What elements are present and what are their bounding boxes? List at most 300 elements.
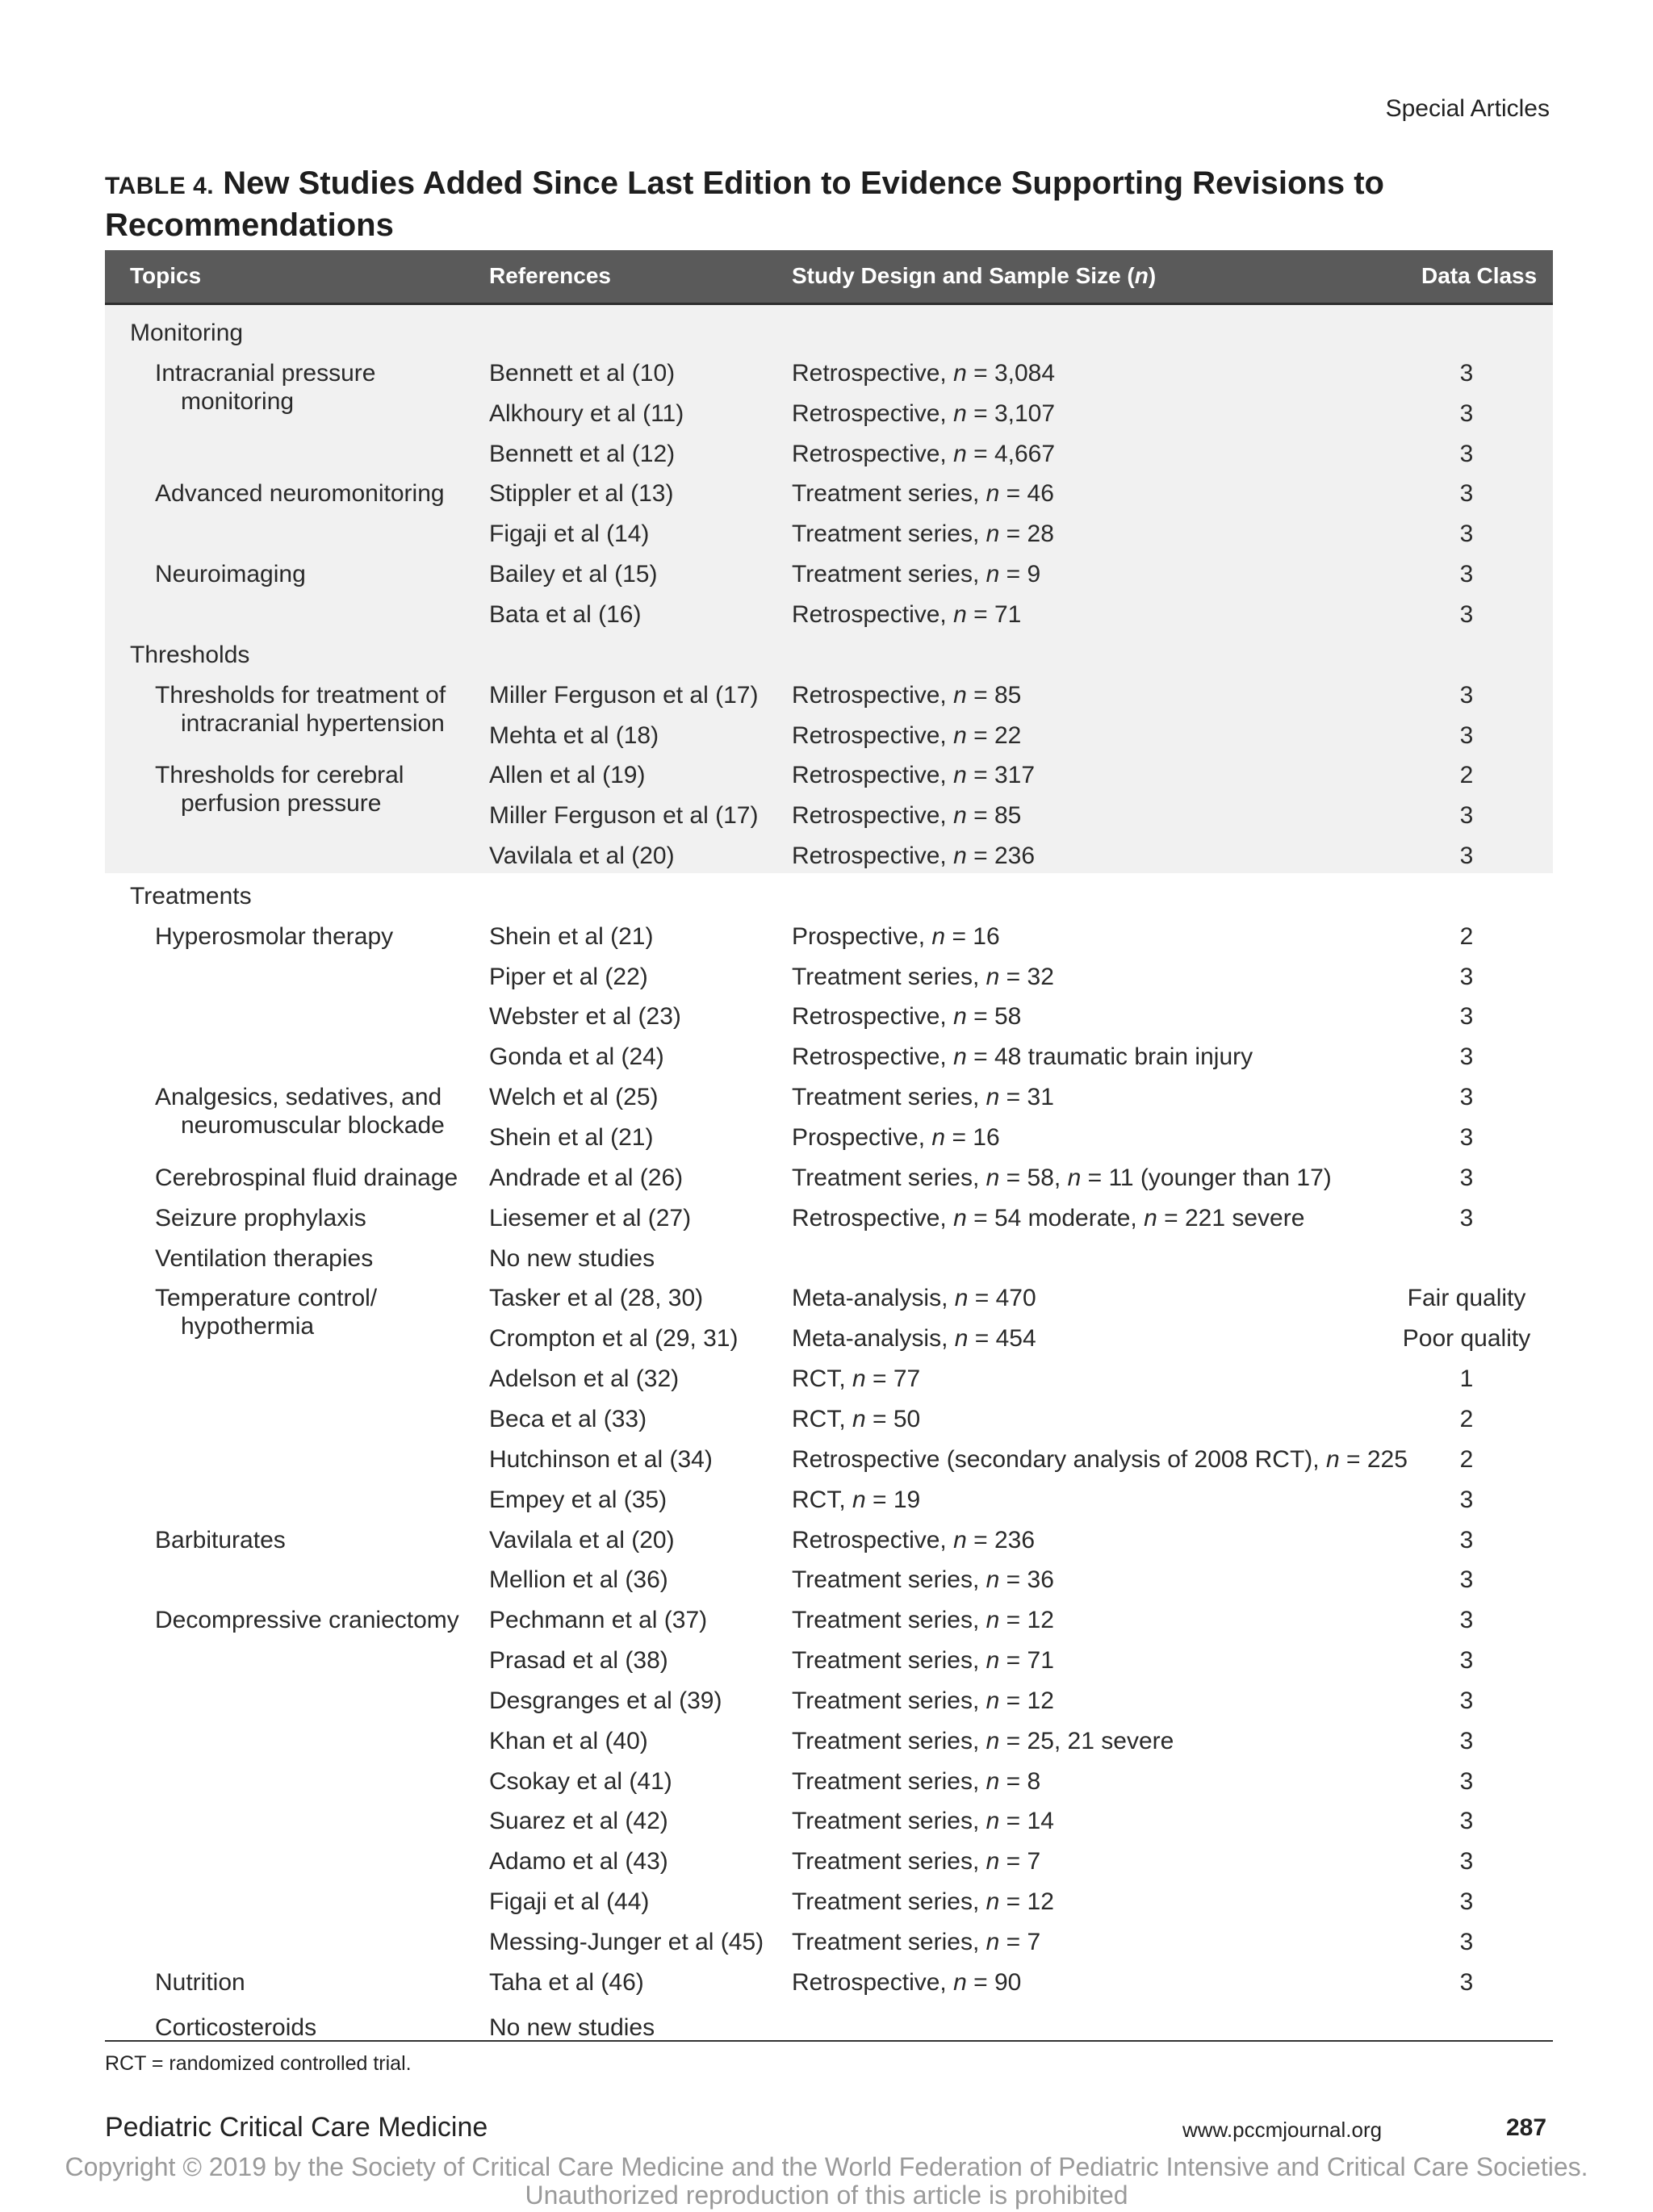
study-design-text: = 77 xyxy=(865,1365,921,1393)
table-row xyxy=(0,514,1653,554)
study-design-text: Treatment series, xyxy=(792,1084,986,1111)
study-design-cell xyxy=(792,1721,1174,1762)
sample-size-symbol: n xyxy=(953,762,967,789)
table-row xyxy=(0,1842,1653,1882)
section-label: Special Articles xyxy=(1385,95,1550,122)
data-class-cell: 3 xyxy=(1459,843,1474,870)
data-class-cell: 3 xyxy=(1459,1727,1474,1754)
subtopic-cell: Seizure prophylaxis xyxy=(155,1204,366,1231)
reference-cell: No new studies xyxy=(489,1244,655,1272)
data-class-cell: 3 xyxy=(1459,521,1474,548)
column-header-references: References xyxy=(489,263,611,288)
study-design-text: Retrospective, xyxy=(792,802,954,830)
study-design-text: Retrospective (secondary analysis of 2008 RCT), xyxy=(792,1445,1326,1473)
study-design-text: = 46 xyxy=(999,480,1054,508)
study-design-text: Retrospective, xyxy=(792,681,954,709)
study-design-text: RCT, xyxy=(792,1486,852,1513)
study-design-cell xyxy=(792,1399,920,1440)
data-class-cell: 3 xyxy=(1459,359,1474,387)
study-design-text: Treatment series, xyxy=(792,1808,986,1835)
study-design-cell xyxy=(792,1801,1054,1842)
sample-size-symbol: n xyxy=(986,1164,1000,1191)
table-row xyxy=(0,836,1653,876)
table-row xyxy=(0,1721,1653,1762)
study-design-cell xyxy=(792,1600,1054,1641)
sample-size-symbol: n xyxy=(986,1084,1000,1111)
study-design-cell xyxy=(792,716,1021,756)
study-design-text: = 454 xyxy=(968,1325,1036,1353)
sample-size-symbol: n xyxy=(852,1365,866,1393)
data-class-cell: 3 xyxy=(1459,1124,1474,1151)
study-design-cell xyxy=(792,1560,1054,1600)
reference-cell: Allen et al (19) xyxy=(489,762,646,789)
study-design-text: = 85 xyxy=(966,681,1022,709)
study-design-text: Treatment series, xyxy=(792,1888,986,1916)
subtopic-cell: Ventilation therapies xyxy=(155,1244,374,1272)
study-design-text: = 28 xyxy=(999,521,1054,548)
study-design-text: Treatment series, xyxy=(792,561,986,588)
study-design-cell xyxy=(792,1842,1040,1882)
data-class-cell: 3 xyxy=(1459,399,1474,427)
study-design-cell xyxy=(792,554,1040,595)
data-class-cell: 3 xyxy=(1459,1164,1474,1191)
data-class-cell: 3 xyxy=(1459,1043,1474,1071)
study-design-text: Meta-analysis, xyxy=(792,1285,955,1312)
reference-cell: Bata et al (16) xyxy=(489,600,642,628)
table-row xyxy=(0,1560,1653,1600)
sample-size-symbol: n xyxy=(954,1325,969,1353)
table-row xyxy=(0,917,1653,957)
table-footnote: RCT = randomized controlled trial. xyxy=(105,2052,412,2075)
sample-size-symbol: n xyxy=(953,440,967,467)
table-row xyxy=(0,876,1653,917)
sample-size-symbol: n xyxy=(986,1566,1000,1594)
data-class-cell: 3 xyxy=(1459,1084,1474,1111)
reference-cell: Miller Ferguson et al (17) xyxy=(489,681,759,709)
table-row xyxy=(0,1319,1653,1359)
study-design-cell xyxy=(792,997,1021,1037)
sample-size-symbol: n xyxy=(986,1607,1000,1634)
data-class-cell: 3 xyxy=(1459,561,1474,588)
study-design-text: = 317 xyxy=(966,762,1036,789)
sample-size-symbol: n xyxy=(852,1405,866,1432)
table-row xyxy=(0,1239,1653,1279)
table-number: TABLE 4. xyxy=(105,173,215,199)
data-class-cell: 3 xyxy=(1459,1566,1474,1594)
table-row xyxy=(0,1641,1653,1681)
sample-size-symbol: n xyxy=(953,1204,967,1231)
study-design-text: = 7 xyxy=(999,1848,1041,1875)
table-row xyxy=(0,635,1653,675)
reference-cell: Pechmann et al (37) xyxy=(489,1607,708,1634)
page-number: 287 xyxy=(1506,2114,1547,2141)
reference-cell: Bennett et al (10) xyxy=(489,359,676,387)
study-design-text: Retrospective, xyxy=(792,843,954,870)
sample-size-symbol: n xyxy=(953,399,967,427)
table-row xyxy=(0,957,1653,997)
study-design-text: Treatment series, xyxy=(792,1727,986,1754)
sample-size-symbol: n xyxy=(1144,1204,1157,1231)
table-row xyxy=(0,474,1653,514)
data-class-cell: 2 xyxy=(1459,922,1474,950)
study-design-text: Retrospective, xyxy=(792,721,954,749)
data-class-cell: 3 xyxy=(1459,1848,1474,1875)
study-design-text: = 236 xyxy=(966,843,1036,870)
table-row xyxy=(0,1600,1653,1641)
table-row xyxy=(0,1198,1653,1239)
study-design-text: = 58, xyxy=(999,1164,1068,1191)
study-design-text: Treatment series, xyxy=(792,480,986,508)
study-design-text: = 8 xyxy=(999,1767,1041,1795)
study-design-text: Treatment series, xyxy=(792,1929,986,1955)
study-design-cell xyxy=(792,836,1035,876)
sample-size-symbol: n xyxy=(953,802,967,830)
data-class-cell: 3 xyxy=(1459,1888,1474,1916)
table-row xyxy=(0,1158,1653,1198)
reference-cell: Adelson et al (32) xyxy=(489,1365,680,1393)
study-design-text: = 36 xyxy=(999,1566,1054,1594)
table-row xyxy=(0,434,1653,475)
study-design-cell xyxy=(792,353,1055,394)
study-design-cell xyxy=(792,1641,1054,1681)
study-design-cell xyxy=(792,394,1055,434)
study-design-text: Retrospective, xyxy=(792,1968,954,1996)
sample-size-symbol: n xyxy=(954,1285,969,1312)
study-design-cell xyxy=(792,675,1021,716)
sample-size-symbol: n xyxy=(986,1727,1000,1754)
table-row xyxy=(0,1963,1653,2003)
reference-cell: Vavilala et al (20) xyxy=(489,1526,675,1553)
study-design-text: RCT, xyxy=(792,1365,852,1393)
subtopic-cell: Decompressive craniectomy xyxy=(155,1607,459,1634)
study-design-cell xyxy=(792,1520,1035,1561)
study-design-text: = 25, 21 severe xyxy=(999,1727,1174,1754)
study-design-cell xyxy=(792,1440,1408,1480)
study-design-text: Prospective, xyxy=(792,1124,932,1151)
study-design-text: Retrospective, xyxy=(792,762,954,789)
study-design-cell xyxy=(792,1762,1040,1802)
sample-size-symbol: n xyxy=(852,1486,866,1513)
subtopic-cell: Thresholds for cerebral perfusion pressure xyxy=(155,762,404,817)
subtopic-cell: Barbiturates xyxy=(155,1526,286,1553)
study-design-cell xyxy=(792,1118,1000,1158)
reference-cell: Hutchinson et al (34) xyxy=(489,1445,713,1473)
sample-size-symbol: n xyxy=(953,1968,967,1996)
data-class-cell: 2 xyxy=(1459,1405,1474,1432)
study-design-text: = 48 traumatic brain injury xyxy=(966,1043,1253,1071)
study-design-text: RCT, xyxy=(792,1405,852,1432)
study-design-text: = 22 xyxy=(966,721,1022,749)
table-row xyxy=(0,1118,1653,1158)
sample-size-symbol: n xyxy=(986,1687,1000,1714)
study-design-text: = 4,667 xyxy=(966,440,1056,467)
subtopic-cell: Analgesics, sedatives, and neuromuscular blockade xyxy=(155,1084,445,1139)
reference-cell: Messing-Junger et al (45) xyxy=(489,1929,764,1955)
data-class-cell: 1 xyxy=(1459,1365,1474,1393)
study-design-cell xyxy=(792,1963,1021,2003)
subtopic-cell: Advanced neuromonitoring xyxy=(155,480,445,508)
table-row xyxy=(0,1681,1653,1721)
subtopic-cell: Neuroimaging xyxy=(155,561,306,588)
table-row xyxy=(0,997,1653,1037)
study-design-text: = 7 xyxy=(999,1929,1041,1955)
subtopic-cell: Intracranial pressure monitoring xyxy=(155,359,376,415)
sample-size-symbol: n xyxy=(986,963,1000,990)
reference-cell: Empey et al (35) xyxy=(489,1486,667,1513)
study-design-text: = 221 severe xyxy=(1157,1204,1305,1231)
study-design-text: = 71 xyxy=(999,1647,1054,1675)
table-row xyxy=(0,394,1653,434)
study-design-cell xyxy=(792,1319,1036,1359)
study-design-text: Treatment series, xyxy=(792,1647,986,1675)
study-design-cell xyxy=(792,434,1055,475)
reference-cell: Suarez et al (42) xyxy=(489,1808,668,1835)
reference-cell: Bailey et al (15) xyxy=(489,561,658,588)
data-class-cell: 3 xyxy=(1459,963,1474,990)
study-design-text: Meta-analysis, xyxy=(792,1325,955,1353)
study-design-text: = 58 xyxy=(966,1003,1022,1031)
sample-size-symbol: n xyxy=(986,521,1000,548)
study-design-text: = 3,107 xyxy=(966,399,1056,427)
reference-cell: Shein et al (21) xyxy=(489,922,654,950)
study-design-text: Treatment series, xyxy=(792,1848,986,1875)
study-design-text: Retrospective, xyxy=(792,440,954,467)
subtopic-cell: Temperature control/ hypothermia xyxy=(155,1285,378,1340)
sample-size-symbol: n xyxy=(986,1848,1000,1875)
study-design-cell xyxy=(792,474,1054,514)
reference-cell: Tasker et al (28, 30) xyxy=(489,1285,704,1312)
data-class-cell: 3 xyxy=(1459,1003,1474,1031)
subtopic-cell: Corticosteroids xyxy=(155,2013,317,2041)
data-class-cell: 3 xyxy=(1459,1526,1474,1553)
sample-size-symbol: n xyxy=(986,1808,1000,1835)
study-design-text: Retrospective, xyxy=(792,359,954,387)
table-row xyxy=(0,1922,1653,1963)
data-class-cell: 3 xyxy=(1459,1968,1474,1996)
data-class-cell: Poor quality xyxy=(1402,1325,1531,1353)
table-row xyxy=(0,1480,1653,1520)
copyright-line-2: Unauthorized reproduction of this article is prohibited xyxy=(525,2181,1128,2210)
study-design-cell xyxy=(792,1359,920,1399)
data-class-cell: 3 xyxy=(1459,1204,1474,1231)
topic-cell: Treatments xyxy=(130,882,252,909)
data-class-cell: 3 xyxy=(1459,1486,1474,1513)
reference-cell: Webster et al (23) xyxy=(489,1003,681,1031)
study-design-text: = 85 xyxy=(966,802,1022,830)
data-class-cell: 3 xyxy=(1459,1929,1474,1955)
data-class-cell: 3 xyxy=(1459,721,1474,749)
sample-size-symbol: n xyxy=(986,1767,1000,1795)
sample-size-symbol: n xyxy=(986,480,1000,508)
sample-size-symbol: n xyxy=(953,1043,967,1071)
table-row xyxy=(0,1520,1653,1561)
reference-cell: Vavilala et al (20) xyxy=(489,843,675,870)
subtopic-cell: Cerebrospinal fluid drainage xyxy=(155,1164,458,1191)
table-bottom-rule xyxy=(105,2040,1553,2042)
study-design-text: = 9 xyxy=(999,561,1041,588)
study-design-cell xyxy=(792,917,1000,957)
table-row xyxy=(0,1037,1653,1077)
study-design-text: = 225 xyxy=(1339,1445,1408,1473)
reference-cell: Crompton et al (29, 31) xyxy=(489,1325,739,1353)
sample-size-symbol: n xyxy=(953,359,967,387)
reference-cell: Mellion et al (36) xyxy=(489,1566,668,1594)
table-header xyxy=(105,250,1553,305)
study-design-text: Retrospective, xyxy=(792,1003,954,1031)
study-design-cell xyxy=(792,755,1035,796)
study-design-text: = 470 xyxy=(968,1285,1036,1312)
sample-size-symbol: n xyxy=(953,721,967,749)
sample-size-symbol: n xyxy=(953,681,967,709)
study-design-text: = 31 xyxy=(999,1084,1054,1111)
data-class-cell: 3 xyxy=(1459,1647,1474,1675)
reference-cell: Csokay et al (41) xyxy=(489,1767,672,1795)
reference-cell: Beca et al (33) xyxy=(489,1405,647,1432)
study-design-text: = 90 xyxy=(966,1968,1022,1996)
data-class-cell: 3 xyxy=(1459,1808,1474,1835)
study-design-text: = 16 xyxy=(945,922,1000,950)
study-design-text: Retrospective, xyxy=(792,399,954,427)
reference-cell: Prasad et al (38) xyxy=(489,1647,668,1675)
reference-cell: Gonda et al (24) xyxy=(489,1043,664,1071)
reference-cell: Andrade et al (26) xyxy=(489,1164,684,1191)
reference-cell: Liesemer et al (27) xyxy=(489,1204,692,1231)
study-design-cell xyxy=(792,1077,1054,1118)
column-header-data-class: Data Class xyxy=(1421,263,1538,288)
subtopic-cell: Thresholds for treatment of intracranial hypertension xyxy=(155,681,446,737)
topic-cell: Monitoring xyxy=(130,320,244,346)
reference-cell: Figaji et al (44) xyxy=(489,1888,650,1916)
study-design-cell xyxy=(792,1882,1054,1922)
data-class-cell: 3 xyxy=(1459,440,1474,467)
study-design-cell xyxy=(792,957,1054,997)
study-design-text: = 14 xyxy=(999,1808,1054,1835)
study-design-text: Retrospective, xyxy=(792,1204,954,1231)
study-design-text: Retrospective, xyxy=(792,600,954,628)
subtopic-cell: Nutrition xyxy=(155,1968,245,1996)
reference-cell: Stippler et al (13) xyxy=(489,480,674,508)
column-header-study-design: Study Design and Sample Size (n) xyxy=(792,263,1157,288)
study-design-text: Treatment series, xyxy=(792,521,986,548)
study-design-cell xyxy=(792,595,1021,635)
table-row xyxy=(0,1762,1653,1802)
study-design-text: Treatment series, xyxy=(792,963,986,990)
reference-cell: Adamo et al (43) xyxy=(489,1848,668,1875)
table-row xyxy=(0,595,1653,635)
sample-size-symbol: n xyxy=(953,1526,967,1553)
study-design-text: Treatment series, xyxy=(792,1566,986,1594)
sample-size-symbol: n xyxy=(1325,1445,1340,1473)
reference-cell: Desgranges et al (39) xyxy=(489,1687,722,1714)
data-class-cell: 3 xyxy=(1459,1607,1474,1634)
sample-size-symbol: n xyxy=(986,1647,1000,1675)
study-design-text: Treatment series, xyxy=(792,1767,986,1795)
study-design-text: Treatment series, xyxy=(792,1607,986,1634)
study-design-cell xyxy=(792,514,1054,554)
study-design-text: = 71 xyxy=(966,600,1022,628)
data-class-cell: 3 xyxy=(1459,1687,1474,1714)
data-class-cell: 3 xyxy=(1459,1767,1474,1795)
data-class-cell: 3 xyxy=(1459,480,1474,508)
data-class-cell: Fair quality xyxy=(1407,1285,1526,1312)
journal-name: Pediatric Critical Care Medicine xyxy=(105,2112,488,2143)
copyright-line-1: Copyright © 2019 by the Society of Critical Care Medicine and the World Federation of Pediatric Intensive and Critical Care Societies. xyxy=(65,2152,1588,2181)
sample-size-symbol: n xyxy=(931,1124,946,1151)
study-design-text: Retrospective, xyxy=(792,1043,954,1071)
data-class-cell: 3 xyxy=(1459,681,1474,709)
study-design-text: = 32 xyxy=(999,963,1054,990)
reference-cell: Bennett et al (12) xyxy=(489,440,676,467)
sample-size-symbol: n xyxy=(931,922,946,950)
reference-cell: Alkhoury et al (11) xyxy=(489,399,684,427)
study-design-text: Treatment series, xyxy=(792,1164,986,1191)
study-design-cell xyxy=(792,1278,1036,1319)
table-row xyxy=(0,2008,1653,2048)
study-design-text: = 12 xyxy=(999,1888,1054,1916)
data-class-cell: 3 xyxy=(1459,802,1474,830)
study-design-text: = 12 xyxy=(999,1687,1054,1714)
table-row xyxy=(0,1801,1653,1842)
study-design-text: = 50 xyxy=(865,1405,921,1432)
reference-cell: Mehta et al (18) xyxy=(489,721,659,749)
topic-cell: Thresholds xyxy=(130,641,250,668)
study-design-cell xyxy=(792,1480,920,1520)
sample-size-symbol: n xyxy=(1067,1164,1082,1191)
sample-size-symbol: n xyxy=(953,1003,967,1031)
study-design-text: = 12 xyxy=(999,1607,1054,1634)
table-row xyxy=(0,1440,1653,1480)
table-row xyxy=(0,796,1653,836)
table-row xyxy=(0,1399,1653,1440)
reference-cell: Welch et al (25) xyxy=(489,1084,659,1111)
subtopic-cell: Hyperosmolar therapy xyxy=(155,922,394,950)
study-design-text: = 16 xyxy=(945,1124,1000,1151)
table-title-text: New Studies Added Since Last Edition to Evidence Supporting Revisions to Recommendations xyxy=(105,165,1384,243)
study-design-text: = 11 (younger than 17) xyxy=(1081,1164,1332,1191)
study-design-text: = 236 xyxy=(966,1526,1036,1553)
study-design-text: Prospective, xyxy=(792,922,932,950)
reference-cell: No new studies xyxy=(489,2013,655,2041)
table-row xyxy=(0,554,1653,595)
column-header-topics: Topics xyxy=(130,263,202,288)
study-design-text: = 54 moderate, xyxy=(966,1204,1145,1231)
study-design-text: = 19 xyxy=(865,1486,921,1513)
reference-cell: Taha et al (46) xyxy=(489,1968,644,1996)
reference-cell: Miller Ferguson et al (17) xyxy=(489,802,759,830)
table-row xyxy=(0,716,1653,756)
study-design-cell xyxy=(792,1922,1040,1963)
table-row xyxy=(0,313,1653,353)
study-design-cell xyxy=(792,796,1021,836)
sample-size-symbol: n xyxy=(986,1888,1000,1916)
study-design-cell xyxy=(792,1037,1253,1077)
journal-website: www.pccmjournal.org xyxy=(1182,2118,1383,2142)
reference-cell: Shein et al (21) xyxy=(489,1124,654,1151)
reference-cell: Piper et al (22) xyxy=(489,963,648,990)
study-design-cell xyxy=(792,1198,1304,1239)
data-class-cell: 2 xyxy=(1459,1445,1474,1473)
table-row xyxy=(0,1882,1653,1922)
sample-size-symbol: n xyxy=(953,843,967,870)
reference-cell: Figaji et al (14) xyxy=(489,521,650,548)
study-design-text: = 3,084 xyxy=(966,359,1056,387)
table-title xyxy=(105,164,1558,245)
data-class-cell: 2 xyxy=(1459,762,1474,789)
study-design-text: Retrospective, xyxy=(792,1526,954,1553)
sample-size-symbol: n xyxy=(986,1929,1000,1955)
table-row xyxy=(0,1359,1653,1399)
study-design-cell xyxy=(792,1158,1332,1198)
